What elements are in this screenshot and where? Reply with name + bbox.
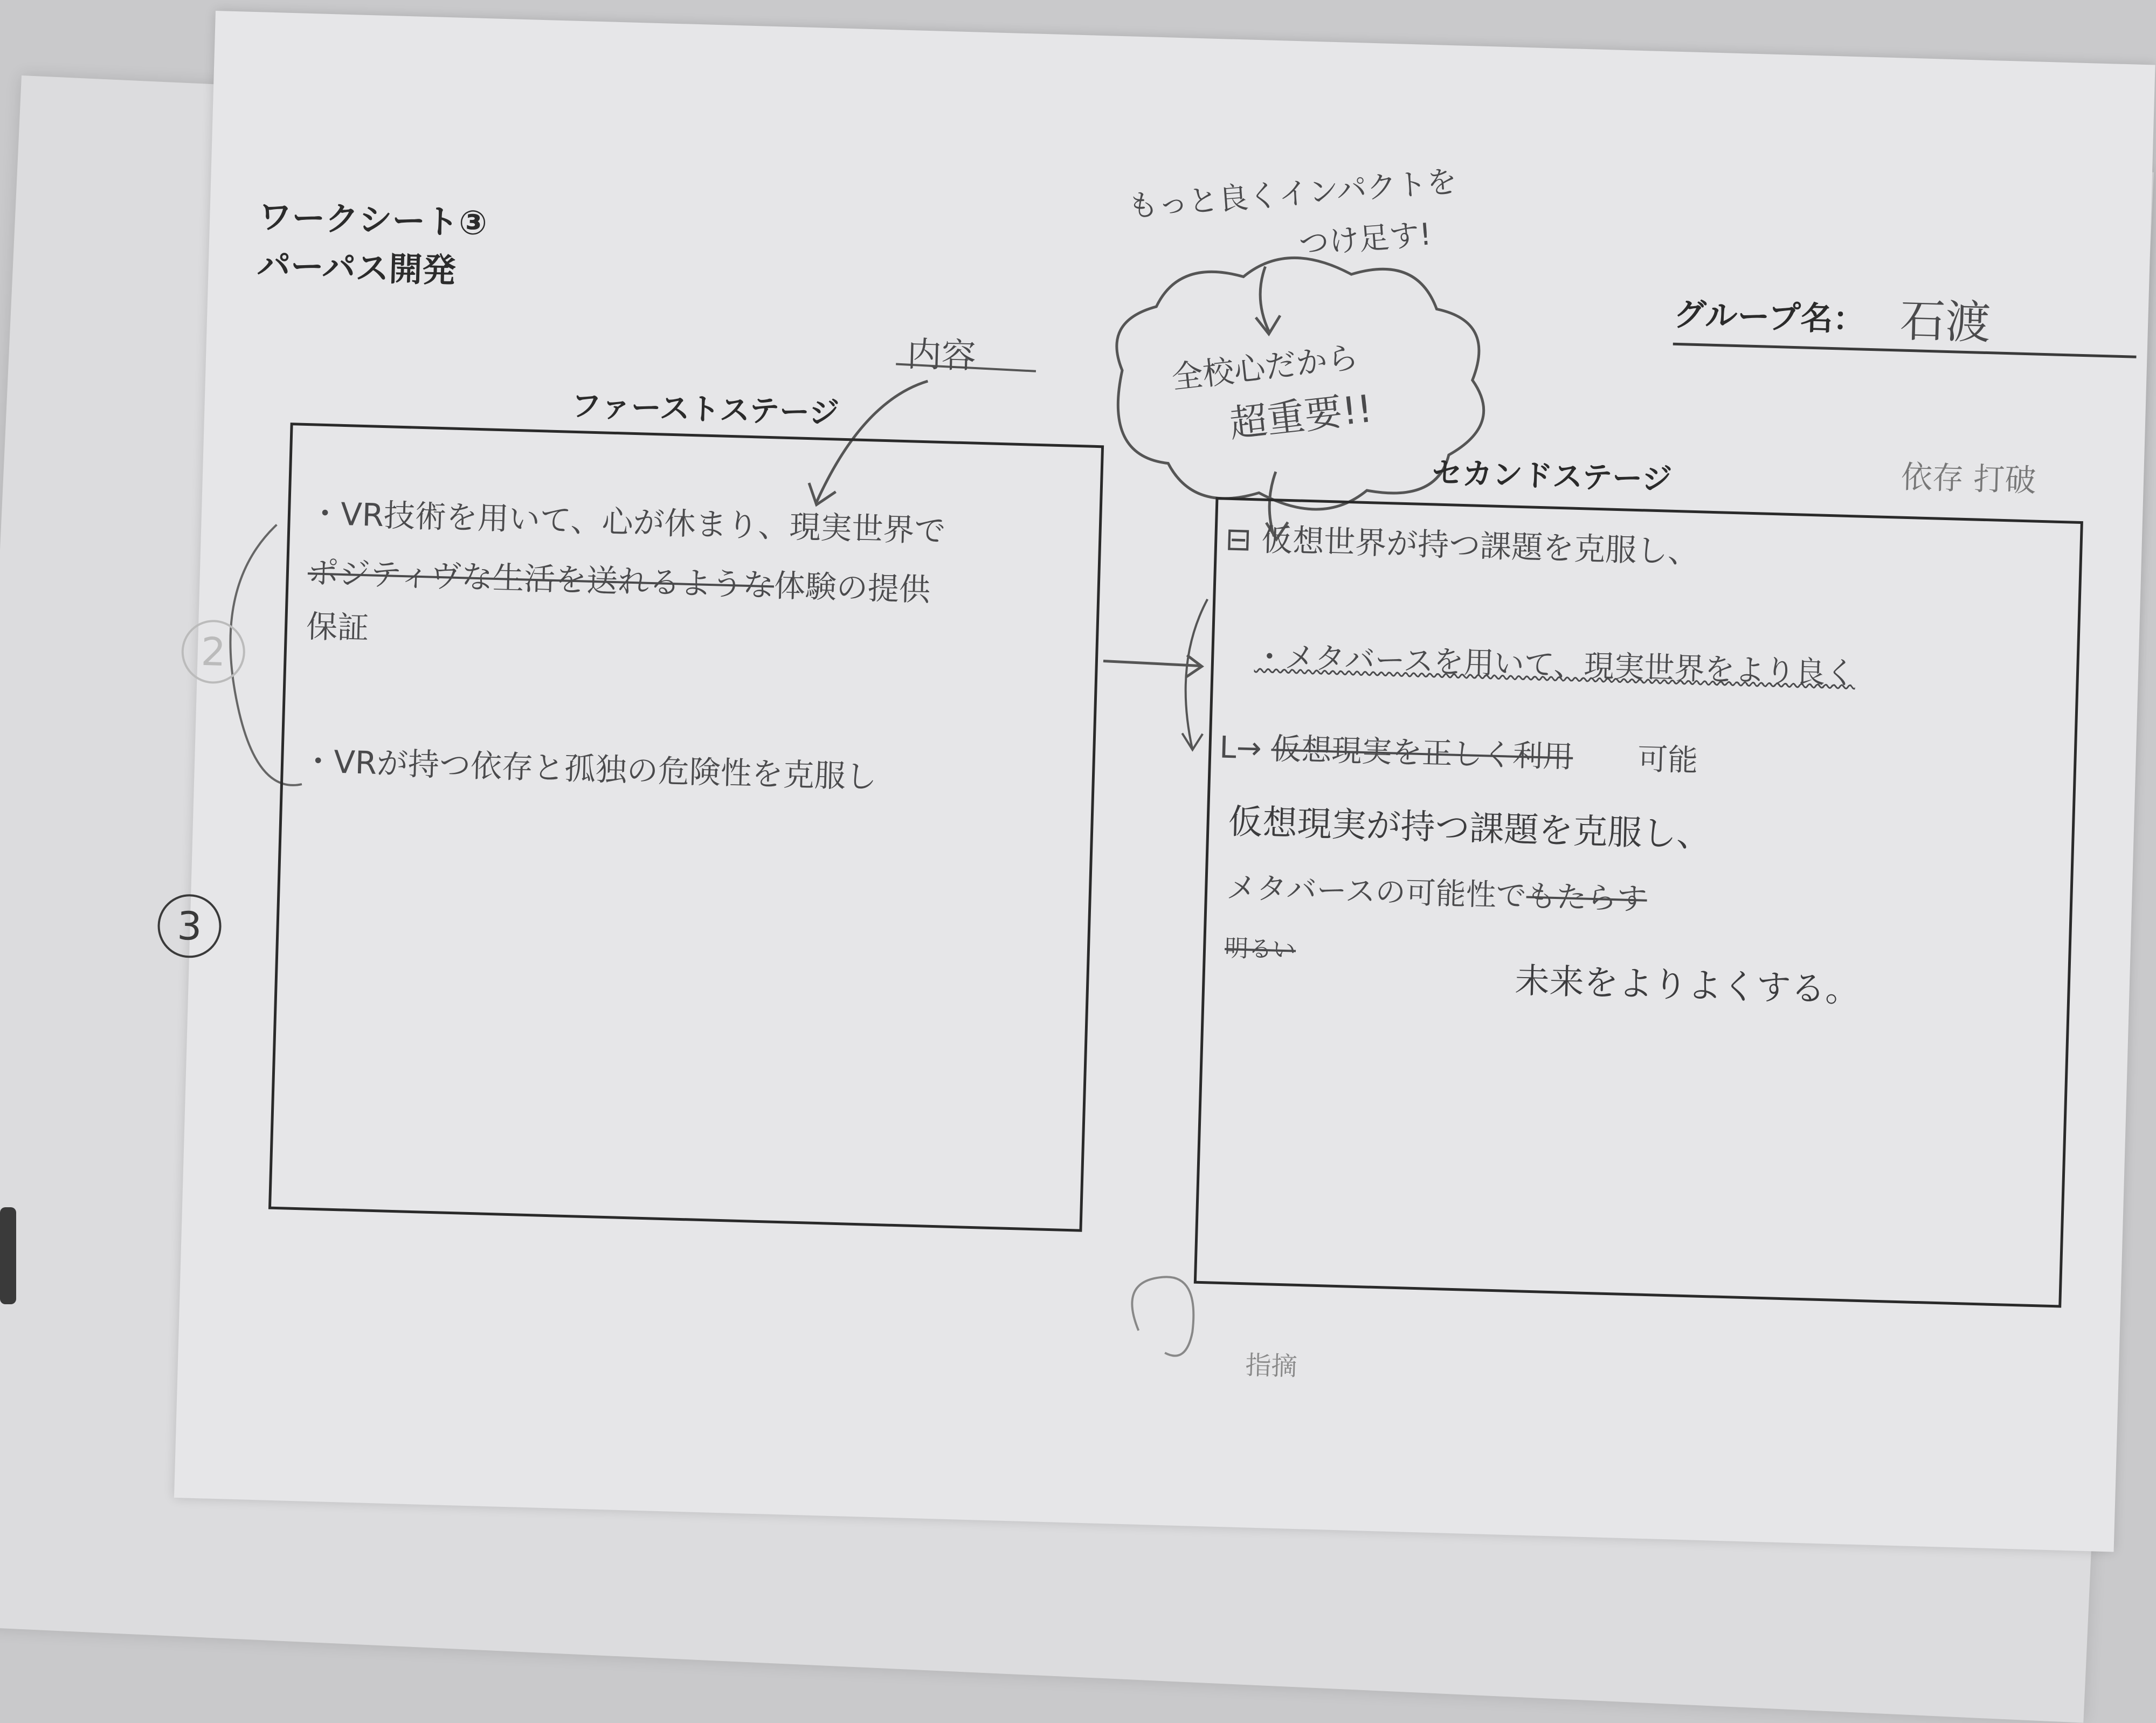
margin-circle-number: 3 — [157, 894, 222, 959]
group-name: 石渡 — [1899, 294, 1992, 350]
dark-object-edge — [0, 1207, 16, 1304]
first-stage-line2-struck: ポジティヴな生活を送れるような — [307, 554, 775, 604]
arrow-top-note-head — [1255, 315, 1280, 334]
second-stage-line3-note: 可能 — [1637, 742, 1699, 779]
second-stage-line3-prefix: L→ — [1219, 730, 1262, 766]
first-stage-line3: 保証 — [306, 608, 370, 647]
cloud-text-line1: 全校心だから — [1170, 338, 1360, 396]
second-stage-line1-prefix: ⊟ — [1225, 520, 1252, 558]
arrow-first-to-second — [1103, 661, 1200, 666]
first-stage-line2-rest: 体験の提供 — [773, 567, 931, 608]
corner-note: 依存 打破 — [1901, 458, 2037, 499]
worksheet-title: ワークシート③ — [258, 197, 488, 243]
first-stage-line4: ・VRが持つ依存と孤独の危険性を克服し — [302, 743, 877, 795]
bottom-note: 指摘 — [1245, 1350, 1298, 1382]
cloud-text-line2: 超重要!! — [1227, 386, 1375, 447]
first-stage-heading: ファーストステージ — [570, 388, 840, 431]
arrow-top-note-to-cloud — [1259, 266, 1270, 331]
top-note-line1: もっと良くインパクトを — [1127, 164, 1459, 225]
second-stage-line1-text: 仮想世界が持つ課題を克服し、 — [1261, 521, 1700, 571]
top-note-line2: つけ足す! — [1297, 217, 1433, 262]
second-stage-line3-struck: 仮想現実を正しく利用 — [1270, 731, 1574, 775]
second-stage-line4: 仮想現実が持つ課題を克服し、 — [1227, 802, 1712, 856]
second-stage-line6 — [1224, 929, 1296, 965]
second-stage-line6-struck: 明るい — [1224, 934, 1296, 964]
second-stage-line5-text: メタバースの可能性で — [1226, 870, 1527, 914]
group-label: グループ名： — [1673, 295, 1866, 339]
first-stage-line1: ・VR技術を用いて、心が休まり、現実世界で — [309, 495, 946, 550]
bracket-second-stage — [1184, 599, 1207, 750]
bracket-second-stage-head — [1181, 734, 1203, 750]
first-stage-box — [268, 423, 1104, 1232]
second-stage-heading: セカンドステージ — [1432, 455, 1673, 497]
worksheet-paper — [174, 11, 2155, 1552]
worksheet-subtitle: パーパス開発 — [256, 245, 457, 290]
second-stage-line7: 未来をよりよくする。 — [1514, 961, 1861, 1011]
second-stage-line2-text: ・メタバースを用いて、現実世界をより良く — [1254, 639, 1856, 691]
second-stage-line5-struck: もたらす — [1525, 878, 1648, 917]
sketch-bottom — [1131, 1276, 1195, 1357]
faint-circle-number: 2 — [181, 619, 246, 684]
content-tag: 内容 — [906, 335, 977, 377]
